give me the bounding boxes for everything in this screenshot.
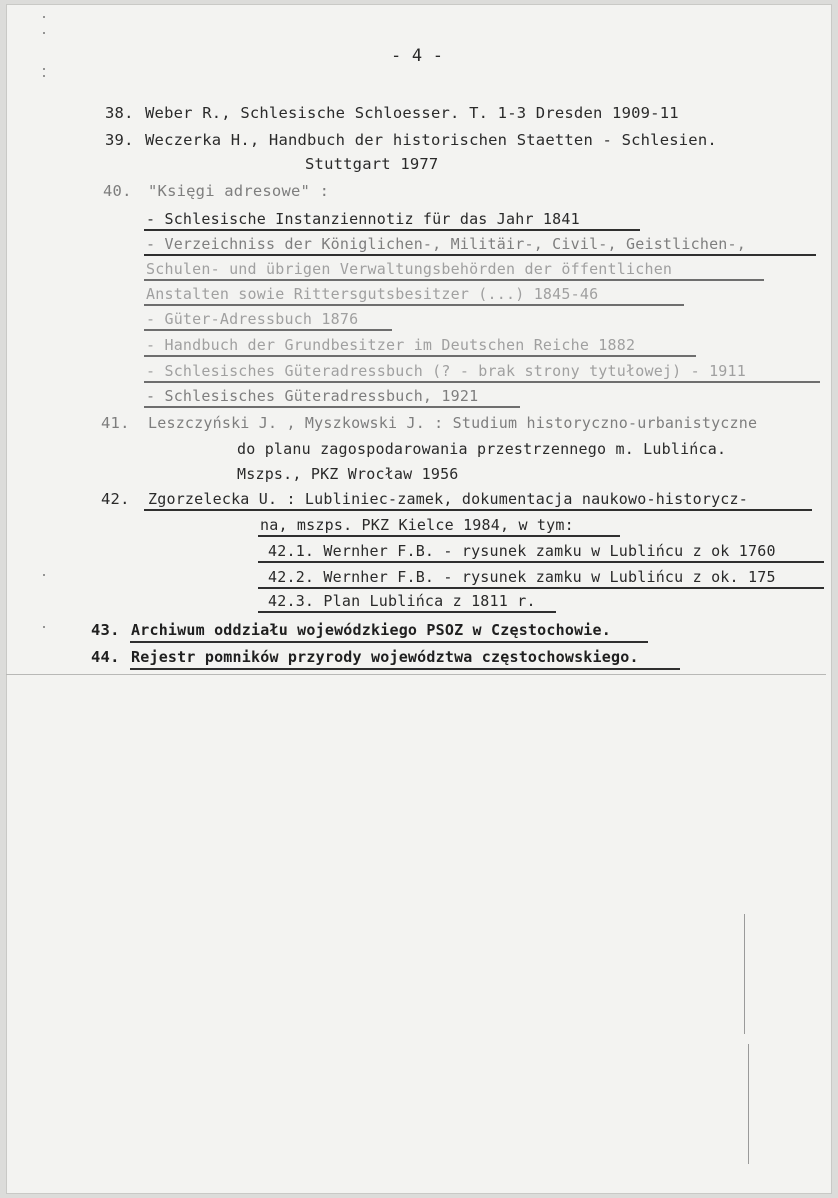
entry-38-number: 38. bbox=[105, 104, 134, 122]
underline bbox=[258, 561, 824, 563]
scan-speck bbox=[43, 75, 45, 77]
scan-speck bbox=[43, 16, 45, 18]
underline bbox=[144, 329, 392, 331]
sub40-item-2: - Verzeichniss der Königlichen-, Militäir-, Civil-, Geistlichen-, bbox=[146, 235, 746, 253]
entry-41-line-1: Leszczyński J. , Myszkowski J. : Studium historyczno-urbanistyczne bbox=[148, 414, 758, 432]
scan-line bbox=[748, 1044, 749, 1164]
sub40-item-5: - Schlesisches Güteradressbuch (? - brak strony tytułowej) - 1911 bbox=[146, 362, 746, 380]
underline bbox=[258, 535, 620, 537]
sub40-item-1: - Schlesische Instanziennotiz für das Jahr 1841 bbox=[146, 210, 580, 228]
page-number: - 4 - bbox=[391, 46, 444, 66]
underline bbox=[144, 355, 696, 357]
sub40-item-2-cont-1: Schulen- und übrigen Verwaltungsbehörden der öffentlichen bbox=[146, 260, 673, 278]
scan-speck bbox=[43, 68, 45, 70]
entry-40-number: 40. bbox=[103, 182, 132, 200]
entry-44-number: 44. bbox=[91, 648, 120, 666]
underline bbox=[258, 611, 556, 613]
entry-40-text: "Księgi adresowe" : bbox=[148, 182, 330, 200]
entry-39-number: 39. bbox=[105, 131, 134, 149]
sub40-item-3: - Güter-Adressbuch 1876 bbox=[146, 310, 359, 328]
entry-44-text: Rejestr pomników przyrody województwa częstochowskiego. bbox=[131, 648, 639, 666]
scan-line bbox=[744, 914, 745, 1034]
scan-line bbox=[6, 674, 826, 675]
entry-41-number: 41. bbox=[101, 414, 130, 432]
entry-41-line-2: do planu zagospodarowania przestrzennego m. Lublińca. bbox=[237, 440, 727, 458]
entry-41-line-3: Mszps., PKZ Wrocław 1956 bbox=[237, 465, 459, 483]
sub40-item-2-cont-2: Anstalten sowie Rittersgutsbesitzer (...) 1845-46 bbox=[146, 285, 599, 303]
underline bbox=[144, 279, 764, 281]
underline bbox=[144, 304, 684, 306]
entry-42-sub-3: 42.3. Plan Lublińca z 1811 r. bbox=[268, 592, 536, 610]
document-page bbox=[6, 4, 832, 1194]
entry-42-sub-1: 42.1. Wernher F.B. - rysunek zamku w Lublińcu z ok 1760 bbox=[268, 542, 776, 560]
underline bbox=[144, 509, 812, 511]
underline bbox=[144, 381, 820, 383]
underline bbox=[130, 668, 680, 670]
entry-43-text: Archiwum oddziału wojewódzkiego PSOZ w Częstochowie. bbox=[131, 621, 611, 639]
scan-speck bbox=[43, 574, 45, 576]
entry-42-number: 42. bbox=[101, 490, 130, 508]
underline bbox=[130, 641, 648, 643]
scan-speck bbox=[43, 626, 45, 628]
underline bbox=[258, 587, 824, 589]
scan-speck bbox=[43, 32, 45, 34]
sub40-item-4: - Handbuch der Grundbesitzer im Deutschen Reiche 1882 bbox=[146, 336, 636, 354]
entry-43-number: 43. bbox=[91, 621, 120, 639]
entry-42-line-1: Zgorzelecka U. : Lubliniec-zamek, dokumentacja naukowo-historycz- bbox=[148, 490, 748, 508]
entry-39-continuation: Stuttgart 1977 bbox=[305, 155, 439, 173]
entry-42-sub-2: 42.2. Wernher F.B. - rysunek zamku w Lublińcu z ok. 175 bbox=[268, 568, 776, 586]
entry-38-text: Weber R., Schlesische Schloesser. T. 1-3 Dresden 1909-11 bbox=[145, 104, 679, 122]
underline bbox=[144, 229, 640, 231]
entry-39-text: Weczerka H., Handbuch der historischen Staetten - Schlesien. bbox=[145, 131, 717, 149]
underline bbox=[144, 254, 816, 256]
underline bbox=[144, 406, 520, 408]
entry-42-line-2: na, mszps. PKZ Kielce 1984, w tym: bbox=[260, 516, 574, 534]
sub40-item-6: - Schlesisches Güteradressbuch, 1921 bbox=[146, 387, 479, 405]
